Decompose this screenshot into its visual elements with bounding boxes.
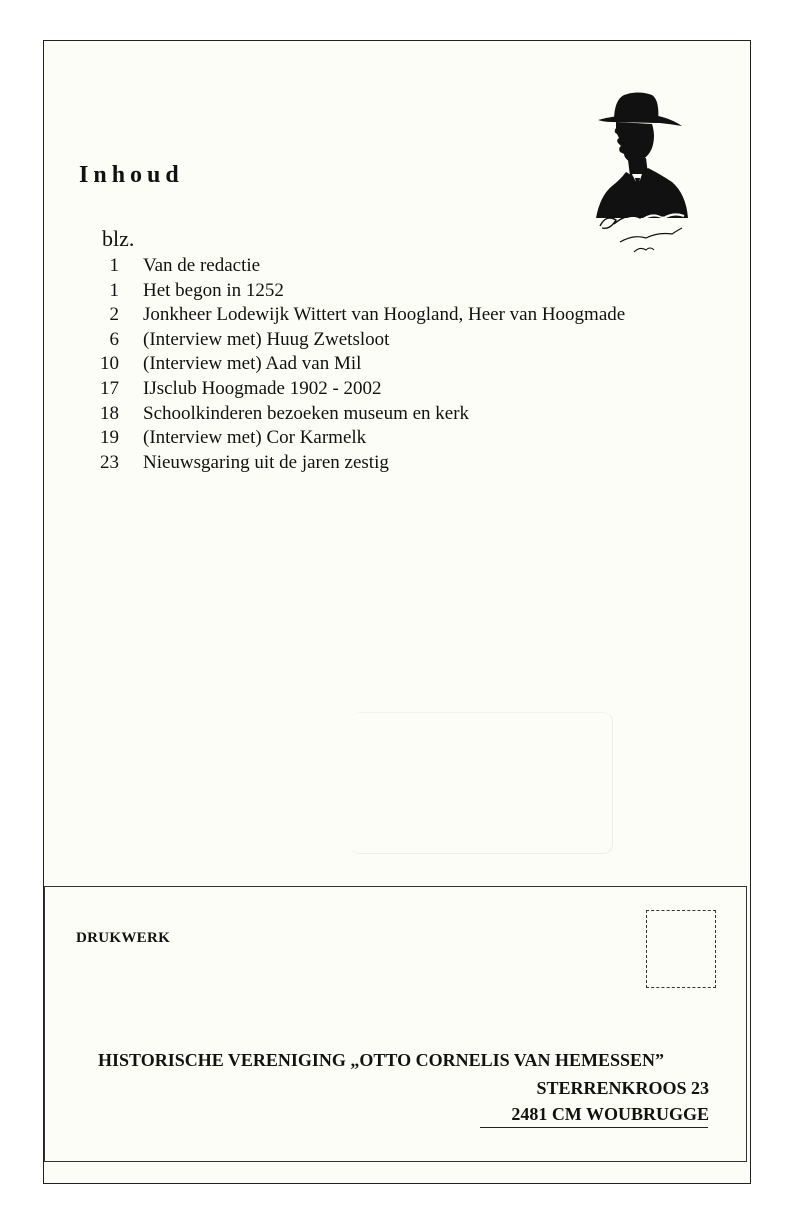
toc-title: Jonkheer Lodewijk Wittert van Hoogland, Heer van Hoogmade (143, 304, 626, 326)
toc-title: (Interview met) Huug Zwetsloot (143, 328, 390, 350)
toc-title: Nieuwsgaring uit de jaren zestig (143, 451, 389, 473)
address-street: STERRENKROOS 23 (536, 1078, 709, 1098)
table-of-contents (83, 254, 625, 475)
stamp-placeholder-icon (646, 910, 716, 988)
silhouette-portrait-icon (590, 88, 696, 260)
toc-title: Van de redactie (143, 255, 261, 276)
toc-page-number: 18 (100, 402, 119, 424)
toc-page-number: 2 (109, 304, 119, 326)
toc-title: Schoolkinderen bezoeken museum en kerk (143, 402, 470, 424)
contents-heading: Inhoud (79, 162, 184, 188)
toc-item (83, 402, 625, 427)
toc-item (83, 279, 625, 304)
toc-item (83, 328, 625, 353)
toc-title: (Interview met) Cor Karmelk (143, 427, 367, 449)
toc-page-number: 19 (100, 427, 119, 449)
window-outline (350, 712, 613, 854)
toc-page-number: 6 (109, 328, 119, 350)
toc-page-number: 17 (100, 377, 119, 399)
page-column-label: blz. (102, 226, 135, 251)
address-underline (480, 1127, 708, 1128)
toc-item (83, 377, 625, 402)
address-city: 2481 CM WOUBRUGGE (511, 1104, 709, 1124)
organization-name: HISTORISCHE VERENIGING „OTTO CORNELIS VAN HEMESSEN” (98, 1050, 665, 1070)
toc-title: IJsclub Hoogmade 1902 - 2002 (143, 377, 382, 399)
toc-page-number: 10 (100, 353, 119, 375)
printed-matter-label: DRUKWERK (76, 930, 171, 946)
toc-title: Het begon in 1252 (143, 279, 284, 301)
toc-item (83, 352, 625, 377)
toc-item (83, 303, 625, 328)
toc-page-number: 1 (109, 279, 119, 301)
toc-item (83, 254, 625, 279)
toc-page-number: 23 (100, 451, 119, 473)
toc-item (83, 426, 625, 451)
toc-page-number: 1 (109, 255, 119, 276)
toc-title: (Interview met) Aad van Mil (143, 353, 362, 375)
toc-item (83, 451, 625, 476)
